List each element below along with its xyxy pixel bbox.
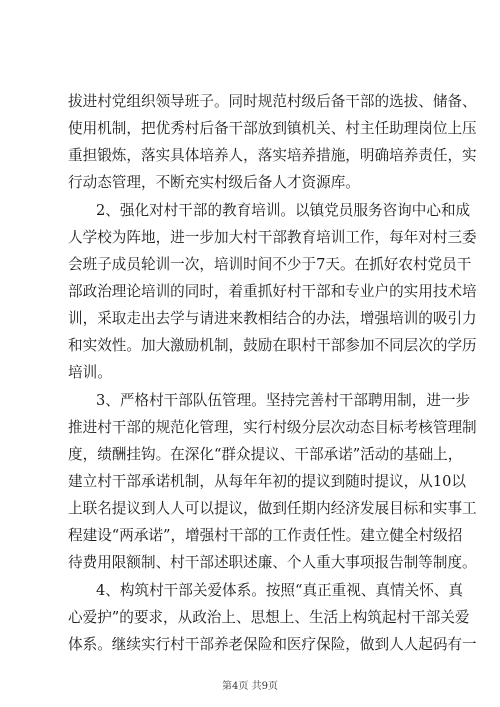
- paragraph-2: [68, 197, 477, 386]
- text-line: 度，绩酬挂钩。在深化“群众提议、干部承诺”活动的基础上，: [68, 446, 463, 463]
- text-line: 体系。继续实行村干部养老保险和医疗保险，做到人人起码有一: [68, 636, 477, 653]
- text-line: 拔进村党组织领导班子。同时规范村级后备干部的选拔、储备、: [68, 93, 477, 110]
- text-line: 人学校为阵地，进一步加大村干部教育培训工作，每年对村三委: [68, 229, 477, 246]
- text-line: 2、强化对村干部的教育培训。以镇党员服务咨询中心和成: [96, 202, 471, 219]
- text-line: 和实效性。加大激励机制，鼓励在职村干部参加不同层次的学历: [68, 337, 477, 354]
- text-line: 重担锻炼，落实具体培养人，落实培养措施，明确培养责任，实: [68, 147, 477, 164]
- document-body: [68, 88, 477, 659]
- text-line: 行动态管理，不断充实村级后备人才资源库。: [68, 174, 360, 191]
- text-line: 使用机制，把优秀村后备干部放到镇机关、村主任助理岗位上压: [68, 120, 477, 137]
- text-line: 训，采取走出去学与请进来教相结合的办法，增强培训的吸引力: [68, 310, 477, 327]
- text-line: 4、构筑村干部关爱体系。按照“真正重视、真情关怀、真: [96, 582, 463, 599]
- text-line: 培训。: [68, 364, 112, 381]
- paragraph-4: [68, 577, 477, 658]
- text-line: 程建设“两承诺”，增强村干部的工作责任性。建立健全村级招: [68, 527, 463, 544]
- text-line: 部政治理论培训的同时，着重抓好村干部和专业户的实用技术培: [68, 283, 477, 300]
- text-line: 待费用限额制、村干部述职述廉、个人重大事项报告制等制度。: [68, 554, 477, 571]
- text-line: 会班子成员轮训一次，培训时间不少于7天。在抓好农村党员干: [68, 256, 472, 273]
- text-line: 3、严格村干部队伍管理。坚持完善村干部聘用制，进一步: [96, 392, 471, 409]
- paragraph-1: [68, 88, 477, 196]
- text-line: 建立村干部承诺机制，从每年年初的提议到随时提议，从10以: [68, 473, 467, 490]
- text-line: 上联名提议到人人可以提议，做到任期内经济发展目标和实事工: [68, 500, 477, 517]
- text-line: 推进村干部的规范化管理，实行村级分层次动态目标考核管理制: [68, 419, 477, 436]
- page-number-footer: 第4页 共9页: [222, 681, 278, 692]
- text-line: 心爱护”的要求，从政治上、思想上、生活上构筑起村干部关爱: [68, 609, 470, 626]
- paragraph-3: [68, 387, 477, 576]
